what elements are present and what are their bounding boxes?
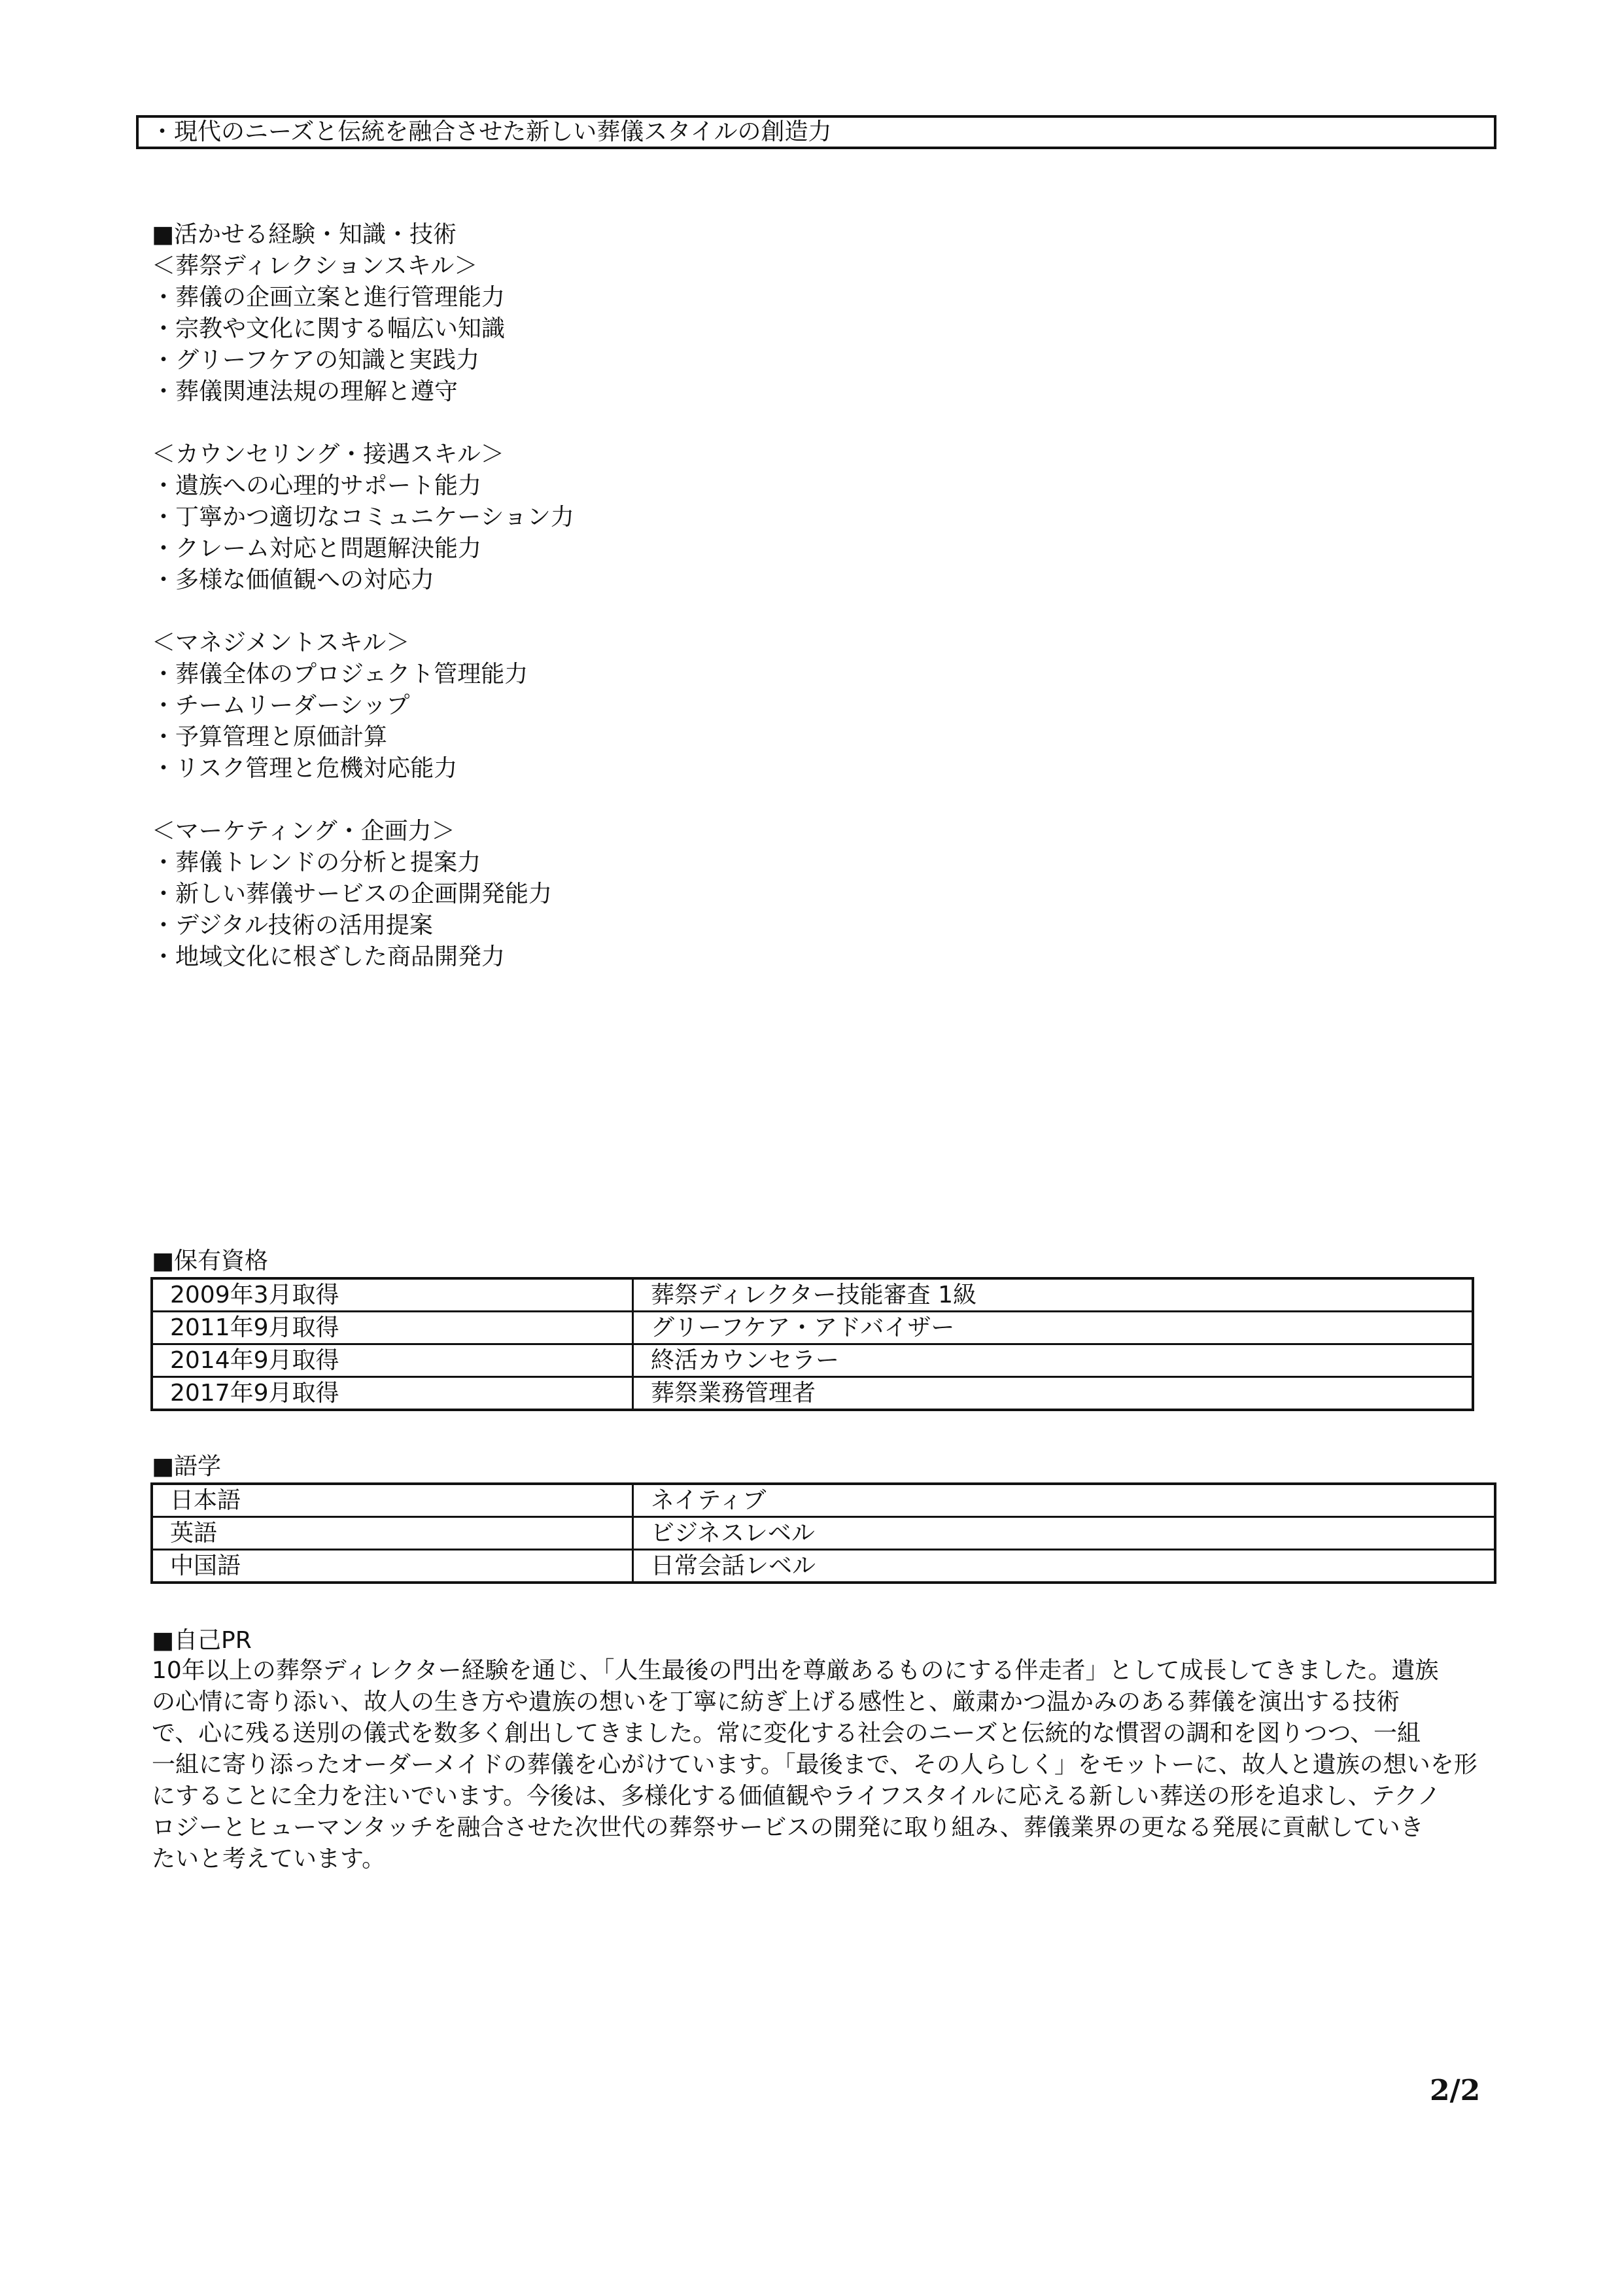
language-level-cell: 日常会話レベル (633, 1550, 1496, 1583)
self-pr-line: 一組に寄り添ったオーダーメイドの葬儀を心がけています。「最後まで、その人らしく」をモットーに、故人と遺族の想いを形 (152, 1751, 1477, 1778)
skill-item: ・丁寧かつ適切なコミュニケーション力 (152, 504, 574, 531)
skills-heading: ■活かせる経験・知識・技術 (152, 221, 457, 248)
continued-strength-text: ・現代のニーズと伝統を融合させた新しい葬儀スタイルの創造力 (150, 118, 832, 145)
skill-item: ・葬儀関連法規の理解と遵守 (152, 378, 458, 405)
skill-item: ・多様な価値観への対応力 (152, 567, 435, 593)
table-row (152, 1550, 1495, 1583)
licenses-heading: ■保有資格 (152, 1248, 269, 1274)
skill-group-title: ＜マネジメントスキル＞ (152, 629, 410, 656)
self-pr-body (152, 1655, 1499, 1875)
skill-item: ・地域文化に根ざした商品開発力 (152, 943, 506, 970)
self-pr-line: の心情に寄り添い、故人の生き方や遺族の想いを丁寧に紡ぎ上げる感性と、厳粛かつ温かみのある葬儀を演出する技術 (152, 1689, 1400, 1715)
license-name-cell: 葬祭業務管理者 (633, 1377, 1474, 1410)
license-date-cell: 2014年9月取得 (152, 1344, 633, 1377)
skill-item: ・リスク管理と危機対応能力 (152, 755, 458, 782)
skill-group-title: ＜葬祭ディレクションスキル＞ (152, 253, 478, 279)
skill-item: ・葬儀トレンドの分析と提案力 (152, 849, 481, 876)
language-level-cell: ビジネスレベル (633, 1517, 1496, 1550)
skill-item: ・デジタル技術の活用提案 (152, 912, 433, 939)
license-name-cell: 葬祭ディレクター技能審査 1級 (633, 1278, 1474, 1312)
self-pr-line: ロジーとヒューマンタッチを融合させた次世代の葬祭サービスの開発に取り組み、葬儀業界の更なる発展に貢献していき (152, 1814, 1424, 1841)
skill-item: ・予算管理と原価計算 (152, 724, 388, 750)
language-level-cell: ネイティブ (633, 1484, 1496, 1517)
self-pr-line: で、心に残る送別の儀式を数多く創出してきました。常に変化する社会のニーズと伝統的な慣習の調和を図りつつ、一組 (152, 1720, 1421, 1747)
self-pr-heading: ■自己PR (152, 1627, 252, 1654)
table-row (152, 1517, 1495, 1550)
skill-item: ・グリーフケアの知識と実践力 (152, 347, 480, 374)
continued-strength-box (136, 115, 1496, 149)
skill-item: ・遺族への心理的サポート能力 (152, 472, 482, 499)
license-name-cell: グリーフケア・アドバイザー (633, 1312, 1474, 1344)
languages-heading: ■語学 (152, 1453, 222, 1480)
license-date-cell: 2017年9月取得 (152, 1377, 633, 1410)
self-pr-line: 10年以上の葬祭ディレクター経験を通じ、「人生最後の門出を尊厳あるものにする伴走者」として成長してきました。遺族 (152, 1657, 1439, 1684)
language-name-cell: 日本語 (152, 1484, 633, 1517)
skill-item: ・宗教や文化に関する幅広い知識 (152, 315, 506, 342)
licenses-table (150, 1277, 1474, 1411)
languages-table (150, 1482, 1496, 1584)
skill-item: ・クレーム対応と問題解決能力 (152, 535, 482, 562)
skill-group-title: ＜マーケティング・企画力＞ (152, 818, 455, 845)
license-name-cell: 終活カウンセラー (633, 1344, 1474, 1377)
skill-item: ・チームリーダーシップ (152, 692, 410, 719)
table-row (152, 1377, 1473, 1410)
language-name-cell: 英語 (152, 1517, 633, 1550)
skill-group-title: ＜カウンセリング・接遇スキル＞ (152, 441, 504, 468)
skill-item: ・葬儀の企画立案と進行管理能力 (152, 284, 506, 311)
table-row (152, 1278, 1473, 1312)
skill-item: ・新しい葬儀サービスの企画開発能力 (152, 881, 553, 907)
table-row (152, 1484, 1495, 1517)
self-pr-line: たいと考えています。 (152, 1846, 386, 1872)
license-date-cell: 2009年3月取得 (152, 1278, 633, 1312)
table-row (152, 1312, 1473, 1344)
skill-item: ・葬儀全体のプロジェクト管理能力 (152, 661, 528, 688)
language-name-cell: 中国語 (152, 1550, 633, 1583)
table-row (152, 1344, 1473, 1377)
page-number: 2/2 (1430, 2074, 1481, 2107)
license-date-cell: 2011年9月取得 (152, 1312, 633, 1344)
skills-section (152, 219, 1512, 973)
self-pr-line: にすることに全力を注いでいます。今後は、多様化する価値観やライフスタイルに応える新しい葬送の形を追求し、テクノ (152, 1783, 1441, 1810)
